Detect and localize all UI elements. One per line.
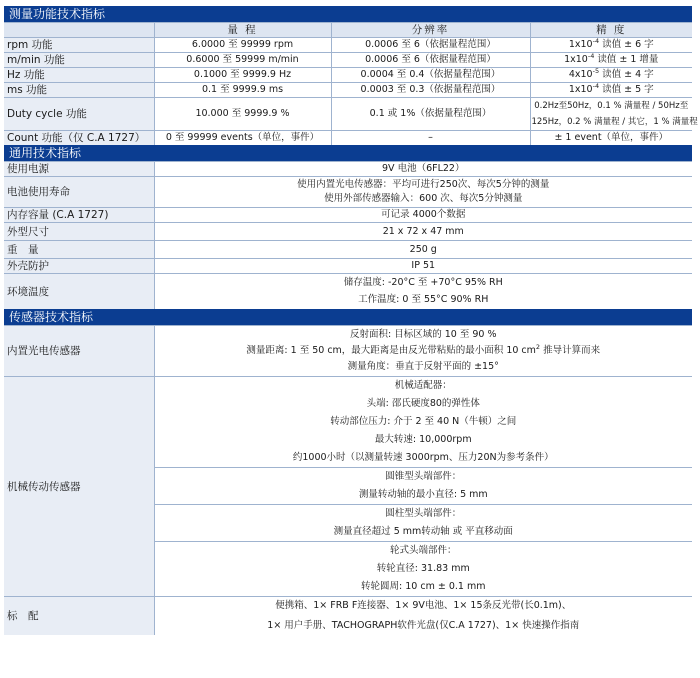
- row-accuracy: $1x10^{-4}$ 读值 ± 5 字: [530, 83, 692, 98]
- row-value: IP 51: [154, 259, 692, 274]
- row-label: Hz 功能: [4, 68, 154, 83]
- measure-section-header: 测量功能技术指标: [4, 6, 692, 22]
- row-accuracy: 0.2Hz至50Hz，0.1 % 满量程 / 50Hz至 125Hz，0.2 % 满量程 / 其它，1 % 满量程: [530, 98, 692, 131]
- row-resolution: 0.0006 至 6（依据量程范围）: [331, 53, 530, 68]
- cylinder-block: 圆柱型头端部件： 测量直径超过 5 mm转动轴 或 平直移动面: [155, 504, 693, 541]
- row-resolution: 0.0003 至 0.3（依据量程范围）: [331, 83, 530, 98]
- sensor-row-standard: [4, 597, 692, 636]
- measure-table: [4, 22, 698, 145]
- row-label: 环境温度: [4, 274, 154, 310]
- row-value: 便携箱、1× FRB F连接器、1× 9V电池、1× 15条反光带(长0.1m)、 1× 用户手册、TACHOGRAPH软件光盘(仅C.A 1727)、1× 快速操作指南: [154, 597, 692, 636]
- row-accuracy: ± 1 event（单位，事件）: [530, 131, 692, 146]
- row-value: 使用内置光电传感器：平均可进行250次、每次5分钟的测量 使用外部传感器输入：600 次、每次5分钟测量: [154, 177, 692, 208]
- row-range: 6.0000 至 99999 rpm: [154, 38, 331, 53]
- col-range-header: 量 程: [154, 23, 331, 38]
- general-section-header: 通用技术指标: [4, 145, 692, 161]
- row-label: Count 功能（仅 C.A 1727）: [4, 131, 154, 146]
- adapter-block: 机械适配器： 头端: 邵氏硬度80的弹性体 转动部位压力: 介于 2 至 40 N（牛顿）之间 最大转速: 10,000rpm 约1000小时（以测量转速 3000rpm、压力20N为参考条件）: [292, 380, 554, 463]
- general-row-temp: [4, 274, 692, 310]
- general-row-weight: [4, 241, 692, 259]
- row-value: 反射面积: 目标区域的 10 至 90 % 测量距离: 1 至 50 cm，最大距离是由反光带粘贴的最小面积 10 $cm^2$ 推导计算而来 测量角度：垂直于反射平面的 ±15°: [154, 326, 692, 377]
- row-accuracy: $1x10^{-4}$ 读值 ± 6 字: [530, 38, 692, 53]
- row-value: 可记录 4000个数据: [154, 208, 692, 223]
- row-label: 重 量: [4, 241, 154, 259]
- sensor-section-header: 传感器技术指标: [4, 309, 692, 325]
- row-resolution: 0.0004 至 0.4（依据量程范围）: [331, 68, 530, 83]
- row-range: 0 至 99999 events（单位，事件）: [154, 131, 331, 146]
- row-label: Duty cycle 功能: [4, 98, 154, 131]
- row-value: [154, 377, 692, 597]
- measure-column-header-row: [4, 23, 692, 38]
- row-range: 0.1 至 9999.9 ms: [154, 83, 331, 98]
- sensor-row-mechanical: [4, 377, 692, 597]
- row-resolution: 0.1 或 1%（依据量程范围）: [331, 98, 530, 131]
- spec-sheet: [4, 6, 698, 635]
- general-row-size: [4, 223, 692, 241]
- col-resolution-header: 分辨率: [331, 23, 530, 38]
- row-label: ms 功能: [4, 83, 154, 98]
- sensor-table: [4, 325, 692, 635]
- row-range: 10.000 至 9999.9 %: [154, 98, 331, 131]
- wheel-block: 轮式头端部件： 转轮直径: 31.83 mm 转轮圆周: 10 cm ± 0.1 mm: [155, 541, 693, 596]
- row-range: 0.1000 至 9999.9 Hz: [154, 68, 331, 83]
- row-label: 电池使用寿命: [4, 177, 154, 208]
- row-label: 外型尺寸: [4, 223, 154, 241]
- row-label: 外壳防护: [4, 259, 154, 274]
- sensor-row-optical: [4, 326, 692, 377]
- row-label: 内存容量 (C.A 1727): [4, 208, 154, 223]
- col-accuracy-header: 精 度: [530, 23, 692, 38]
- row-accuracy: $1x10^{-4}$ 读值 ± 1 增量: [530, 53, 692, 68]
- measure-row-ms: [4, 83, 692, 98]
- row-label: 机械传动传感器: [4, 377, 154, 597]
- general-row-ip: [4, 259, 692, 274]
- general-table: [4, 161, 692, 309]
- row-label: 标 配: [4, 597, 154, 636]
- row-value: 9V 电池（6FL22）: [154, 162, 692, 177]
- row-resolution: 0.0006 至 6（依据量程范围）: [331, 38, 530, 53]
- row-label: m/min 功能: [4, 53, 154, 68]
- row-label: rpm 功能: [4, 38, 154, 53]
- row-value: 21 x 72 x 47 mm: [154, 223, 692, 241]
- row-range: 0.6000 至 59999 m/min: [154, 53, 331, 68]
- row-value: 储存温度: -20°C 至 +70°C 95% RH 工作温度: 0 至 55°C 90% RH: [154, 274, 692, 310]
- measure-row-mmin: [4, 53, 692, 68]
- row-label: 使用电源: [4, 162, 154, 177]
- cone-block: 圆锥型头端部件： 测量转动轴的最小直径: 5 mm: [155, 467, 693, 504]
- general-row-memory: [4, 208, 692, 223]
- general-row-power: [4, 162, 692, 177]
- row-resolution: –: [331, 131, 530, 146]
- row-label: 内置光电传感器: [4, 326, 154, 377]
- measure-row-hz: [4, 68, 692, 83]
- row-accuracy: $4x10^{-5}$ 读值 ± 4 字: [530, 68, 692, 83]
- measure-row-duty: [4, 98, 692, 131]
- general-row-battery: [4, 177, 692, 208]
- row-value: 250 g: [154, 241, 692, 259]
- measure-row-count: [4, 131, 692, 146]
- measure-row-rpm: [4, 38, 692, 53]
